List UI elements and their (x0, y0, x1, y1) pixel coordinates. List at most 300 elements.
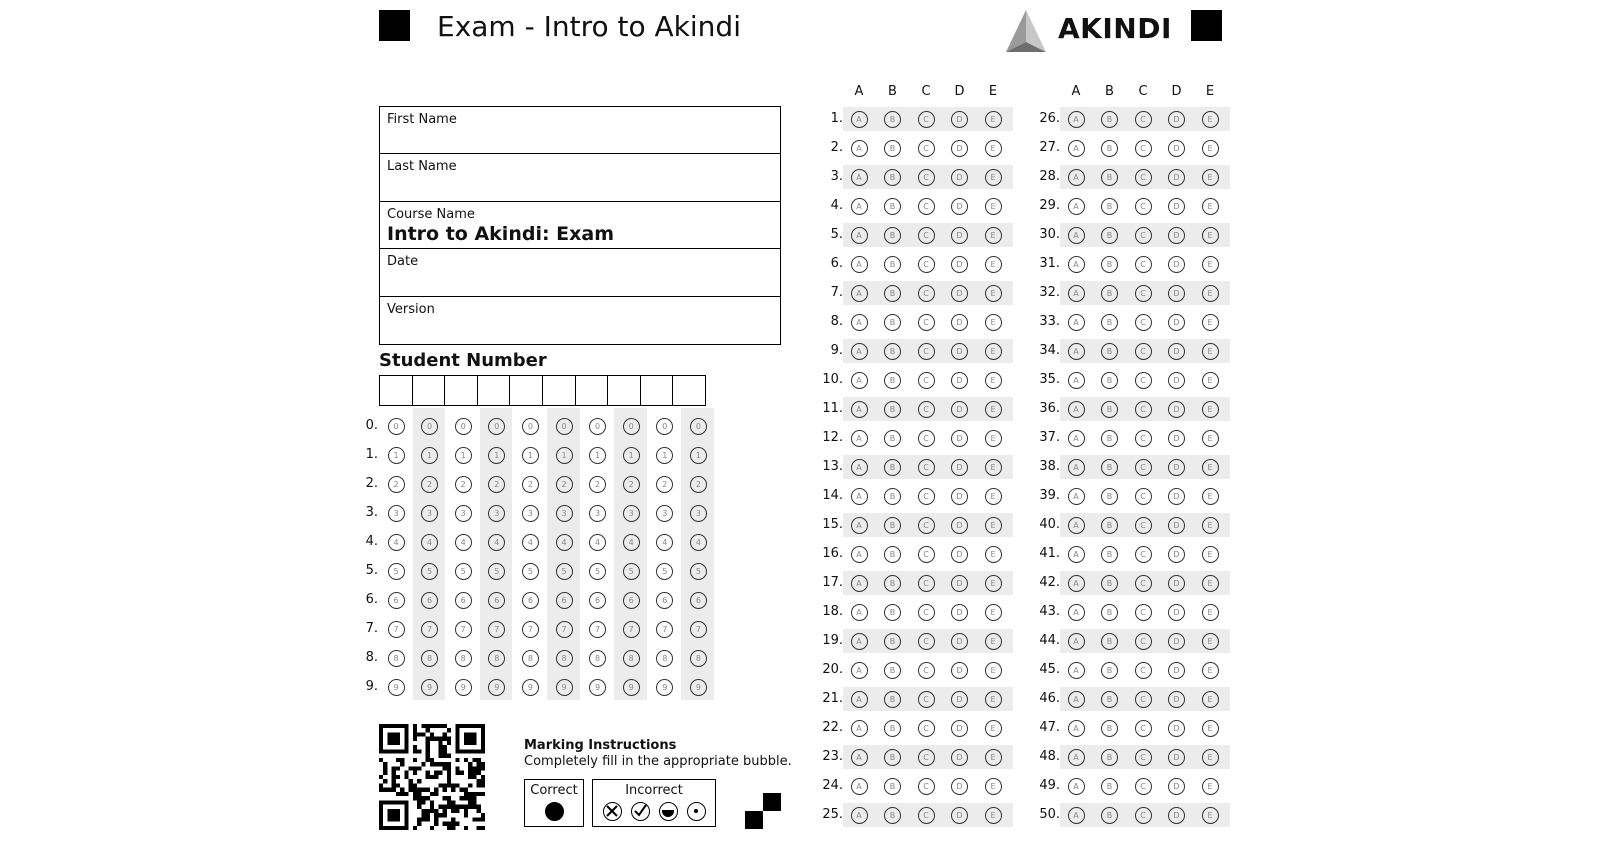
answer-bubble[interactable]: C (918, 720, 935, 737)
answer-bubble[interactable]: C (1135, 314, 1152, 331)
student-number-bubble[interactable]: 3 (488, 505, 505, 522)
student-number-bubble[interactable]: 7 (656, 621, 673, 638)
answer-bubble[interactable]: B (1101, 314, 1118, 331)
answer-bubble[interactable]: E (1202, 256, 1219, 273)
answer-bubble[interactable]: E (1202, 662, 1219, 679)
answer-bubble[interactable]: C (918, 314, 935, 331)
student-number-box[interactable] (379, 375, 413, 406)
answer-bubble[interactable]: E (985, 169, 1002, 186)
answer-bubble[interactable]: C (1135, 604, 1152, 621)
answer-bubble[interactable]: A (851, 633, 868, 650)
student-number-bubble[interactable]: 8 (656, 650, 673, 667)
answer-bubble[interactable]: C (918, 111, 935, 128)
student-number-bubble[interactable]: 5 (388, 563, 405, 580)
answer-bubble[interactable]: C (918, 227, 935, 244)
student-number-bubble[interactable]: 4 (690, 534, 707, 551)
answer-bubble[interactable]: A (1068, 198, 1085, 215)
answer-bubble[interactable]: A (851, 372, 868, 389)
student-number-bubble[interactable]: 1 (388, 447, 405, 464)
answer-bubble[interactable]: B (1101, 285, 1118, 302)
answer-bubble[interactable]: C (918, 256, 935, 273)
answer-bubble[interactable]: D (951, 256, 968, 273)
answer-bubble[interactable]: D (951, 140, 968, 157)
answer-bubble[interactable]: E (985, 575, 1002, 592)
student-number-bubble[interactable]: 4 (421, 534, 438, 551)
student-number-bubble[interactable]: 9 (623, 679, 640, 696)
student-number-bubble[interactable]: 3 (690, 505, 707, 522)
student-number-box[interactable] (575, 375, 609, 406)
answer-bubble[interactable]: D (1168, 662, 1185, 679)
answer-bubble[interactable]: C (918, 140, 935, 157)
student-number-bubble[interactable]: 5 (623, 563, 640, 580)
student-number-bubble[interactable]: 8 (589, 650, 606, 667)
student-number-bubble[interactable]: 9 (388, 679, 405, 696)
answer-bubble[interactable]: A (851, 227, 868, 244)
student-number-bubble[interactable]: 9 (488, 679, 505, 696)
answer-bubble[interactable]: A (1068, 517, 1085, 534)
answer-bubble[interactable]: C (918, 488, 935, 505)
answer-bubble[interactable]: A (851, 459, 868, 476)
answer-bubble[interactable]: D (1168, 169, 1185, 186)
student-number-bubble[interactable]: 9 (556, 679, 573, 696)
answer-bubble[interactable]: E (985, 459, 1002, 476)
version-field[interactable] (380, 297, 780, 344)
answer-bubble[interactable]: D (951, 430, 968, 447)
answer-bubble[interactable]: C (918, 459, 935, 476)
answer-bubble[interactable]: A (851, 662, 868, 679)
answer-bubble[interactable]: D (1168, 778, 1185, 795)
answer-bubble[interactable]: D (1168, 488, 1185, 505)
student-number-box[interactable] (640, 375, 674, 406)
answer-bubble[interactable]: E (1202, 546, 1219, 563)
answer-bubble[interactable]: C (1135, 691, 1152, 708)
student-number-bubble[interactable]: 2 (623, 476, 640, 493)
answer-bubble[interactable]: C (1135, 517, 1152, 534)
answer-bubble[interactable]: A (1068, 807, 1085, 824)
answer-bubble[interactable]: E (1202, 285, 1219, 302)
student-number-bubble[interactable]: 0 (589, 418, 606, 435)
student-number-bubble[interactable]: 6 (488, 592, 505, 609)
answer-bubble[interactable]: E (985, 285, 1002, 302)
answer-bubble[interactable]: E (985, 807, 1002, 824)
student-number-bubble[interactable]: 6 (556, 592, 573, 609)
student-number-bubble[interactable]: 6 (522, 592, 539, 609)
answer-bubble[interactable]: C (918, 401, 935, 418)
answer-bubble[interactable]: E (1202, 691, 1219, 708)
student-number-bubble[interactable]: 1 (589, 447, 606, 464)
answer-bubble[interactable]: B (884, 517, 901, 534)
answer-bubble[interactable]: D (951, 633, 968, 650)
student-number-bubble[interactable]: 5 (690, 563, 707, 580)
answer-bubble[interactable]: A (1068, 778, 1085, 795)
answer-bubble[interactable]: E (1202, 430, 1219, 447)
answer-bubble[interactable]: B (1101, 227, 1118, 244)
student-number-bubble[interactable]: 2 (388, 476, 405, 493)
answer-bubble[interactable]: D (1168, 575, 1185, 592)
student-number-bubble[interactable]: 3 (388, 505, 405, 522)
student-number-bubble[interactable]: 6 (589, 592, 606, 609)
answer-bubble[interactable]: A (1068, 691, 1085, 708)
answer-bubble[interactable]: B (884, 198, 901, 215)
student-number-bubble[interactable]: 4 (522, 534, 539, 551)
answer-bubble[interactable]: C (1135, 633, 1152, 650)
student-number-bubble[interactable]: 2 (522, 476, 539, 493)
answer-bubble[interactable]: A (1068, 459, 1085, 476)
answer-bubble[interactable]: D (951, 372, 968, 389)
answer-bubble[interactable]: C (1135, 285, 1152, 302)
answer-bubble[interactable]: B (1101, 807, 1118, 824)
student-number-bubble[interactable]: 5 (656, 563, 673, 580)
answer-bubble[interactable]: E (985, 720, 1002, 737)
answer-bubble[interactable]: C (918, 604, 935, 621)
answer-bubble[interactable]: D (951, 662, 968, 679)
student-number-bubble[interactable]: 3 (455, 505, 472, 522)
student-number-bubble[interactable]: 1 (488, 447, 505, 464)
answer-bubble[interactable]: E (1202, 604, 1219, 621)
answer-bubble[interactable]: A (851, 546, 868, 563)
answer-bubble[interactable]: A (851, 517, 868, 534)
student-number-bubble[interactable]: 5 (589, 563, 606, 580)
student-number-bubble[interactable]: 8 (455, 650, 472, 667)
answer-bubble[interactable]: E (985, 372, 1002, 389)
student-number-bubble[interactable]: 8 (556, 650, 573, 667)
answer-bubble[interactable]: E (1202, 517, 1219, 534)
student-number-bubble[interactable]: 4 (488, 534, 505, 551)
answer-bubble[interactable]: D (951, 459, 968, 476)
answer-bubble[interactable]: D (951, 401, 968, 418)
student-number-bubble[interactable]: 9 (589, 679, 606, 696)
student-number-bubble[interactable]: 5 (455, 563, 472, 580)
answer-bubble[interactable]: C (918, 430, 935, 447)
answer-bubble[interactable]: B (884, 575, 901, 592)
answer-bubble[interactable]: C (1135, 198, 1152, 215)
answer-bubble[interactable]: B (1101, 111, 1118, 128)
answer-bubble[interactable]: D (1168, 227, 1185, 244)
student-number-bubble[interactable]: 1 (455, 447, 472, 464)
student-number-bubble[interactable]: 2 (589, 476, 606, 493)
student-number-bubble[interactable]: 0 (488, 418, 505, 435)
answer-bubble[interactable]: B (1101, 720, 1118, 737)
student-number-bubble[interactable]: 7 (488, 621, 505, 638)
student-number-box[interactable] (412, 375, 446, 406)
student-number-bubble[interactable]: 9 (690, 679, 707, 696)
student-number-bubble[interactable]: 0 (421, 418, 438, 435)
answer-bubble[interactable]: A (851, 401, 868, 418)
student-number-bubble[interactable]: 9 (522, 679, 539, 696)
student-number-box[interactable] (607, 375, 641, 406)
answer-bubble[interactable]: D (1168, 401, 1185, 418)
answer-bubble[interactable]: A (1068, 111, 1085, 128)
student-number-bubble[interactable]: 3 (589, 505, 606, 522)
answer-bubble[interactable]: E (1202, 749, 1219, 766)
answer-bubble[interactable]: E (985, 111, 1002, 128)
answer-bubble[interactable]: E (1202, 488, 1219, 505)
answer-bubble[interactable]: D (951, 111, 968, 128)
student-number-bubble[interactable]: 7 (388, 621, 405, 638)
answer-bubble[interactable]: B (1101, 691, 1118, 708)
answer-bubble[interactable]: B (884, 227, 901, 244)
student-number-bubble[interactable]: 5 (488, 563, 505, 580)
course-name-field[interactable] (380, 202, 780, 249)
answer-bubble[interactable]: E (1202, 575, 1219, 592)
answer-bubble[interactable]: D (1168, 517, 1185, 534)
student-number-bubble[interactable]: 1 (656, 447, 673, 464)
answer-bubble[interactable]: E (985, 604, 1002, 621)
answer-bubble[interactable]: D (1168, 546, 1185, 563)
answer-bubble[interactable]: B (884, 807, 901, 824)
answer-bubble[interactable]: D (1168, 749, 1185, 766)
answer-bubble[interactable]: B (1101, 430, 1118, 447)
answer-bubble[interactable]: D (951, 314, 968, 331)
answer-bubble[interactable]: A (1068, 227, 1085, 244)
student-number-bubble[interactable]: 9 (455, 679, 472, 696)
answer-bubble[interactable]: A (851, 314, 868, 331)
answer-bubble[interactable]: B (884, 459, 901, 476)
answer-bubble[interactable]: A (1068, 575, 1085, 592)
answer-bubble[interactable]: D (1168, 372, 1185, 389)
answer-bubble[interactable]: E (985, 227, 1002, 244)
answer-bubble[interactable]: E (985, 314, 1002, 331)
answer-bubble[interactable]: B (1101, 778, 1118, 795)
student-number-bubble[interactable]: 8 (623, 650, 640, 667)
answer-bubble[interactable]: A (851, 198, 868, 215)
answer-bubble[interactable]: E (1202, 807, 1219, 824)
answer-bubble[interactable]: E (985, 488, 1002, 505)
answer-bubble[interactable]: B (884, 633, 901, 650)
answer-bubble[interactable]: D (951, 778, 968, 795)
answer-bubble[interactable]: C (918, 343, 935, 360)
answer-bubble[interactable]: D (951, 604, 968, 621)
answer-bubble[interactable]: B (1101, 662, 1118, 679)
answer-bubble[interactable]: C (1135, 372, 1152, 389)
answer-bubble[interactable]: C (918, 691, 935, 708)
answer-bubble[interactable]: E (985, 633, 1002, 650)
answer-bubble[interactable]: A (851, 604, 868, 621)
answer-bubble[interactable]: B (1101, 256, 1118, 273)
answer-bubble[interactable]: C (1135, 807, 1152, 824)
answer-bubble[interactable]: E (1202, 343, 1219, 360)
student-number-box[interactable] (477, 375, 511, 406)
answer-bubble[interactable]: B (884, 778, 901, 795)
student-number-box[interactable] (509, 375, 543, 406)
student-number-bubble[interactable]: 8 (388, 650, 405, 667)
student-number-bubble[interactable]: 2 (556, 476, 573, 493)
answer-bubble[interactable]: C (1135, 401, 1152, 418)
student-number-bubble[interactable]: 2 (690, 476, 707, 493)
answer-bubble[interactable]: A (1068, 169, 1085, 186)
answer-bubble[interactable]: A (851, 807, 868, 824)
answer-bubble[interactable]: A (851, 256, 868, 273)
answer-bubble[interactable]: C (918, 285, 935, 302)
answer-bubble[interactable]: B (884, 256, 901, 273)
answer-bubble[interactable]: D (951, 749, 968, 766)
answer-bubble[interactable]: C (918, 517, 935, 534)
student-number-bubble[interactable]: 3 (656, 505, 673, 522)
answer-bubble[interactable]: B (884, 662, 901, 679)
date-field[interactable] (380, 249, 780, 296)
answer-bubble[interactable]: B (1101, 488, 1118, 505)
answer-bubble[interactable]: C (1135, 140, 1152, 157)
answer-bubble[interactable]: E (1202, 111, 1219, 128)
answer-bubble[interactable]: E (1202, 227, 1219, 244)
student-number-bubble[interactable]: 0 (690, 418, 707, 435)
answer-bubble[interactable]: D (951, 343, 968, 360)
answer-bubble[interactable]: C (1135, 169, 1152, 186)
answer-bubble[interactable]: E (1202, 401, 1219, 418)
student-number-box[interactable] (444, 375, 478, 406)
answer-bubble[interactable]: A (851, 430, 868, 447)
answer-bubble[interactable]: B (1101, 604, 1118, 621)
student-number-bubble[interactable]: 0 (623, 418, 640, 435)
student-number-bubble[interactable]: 0 (556, 418, 573, 435)
student-number-bubble[interactable]: 7 (455, 621, 472, 638)
answer-bubble[interactable]: A (851, 691, 868, 708)
answer-bubble[interactable]: C (918, 662, 935, 679)
student-number-bubble[interactable]: 5 (522, 563, 539, 580)
answer-bubble[interactable]: B (1101, 343, 1118, 360)
answer-bubble[interactable]: C (918, 807, 935, 824)
student-number-bubble[interactable]: 1 (623, 447, 640, 464)
answer-bubble[interactable]: D (1168, 314, 1185, 331)
answer-bubble[interactable]: D (1168, 256, 1185, 273)
answer-bubble[interactable]: E (985, 140, 1002, 157)
student-number-bubble[interactable]: 9 (656, 679, 673, 696)
answer-bubble[interactable]: E (1202, 459, 1219, 476)
answer-bubble[interactable]: B (1101, 459, 1118, 476)
answer-bubble[interactable]: D (951, 227, 968, 244)
student-number-bubble[interactable]: 4 (589, 534, 606, 551)
answer-bubble[interactable]: C (918, 198, 935, 215)
answer-bubble[interactable]: C (1135, 488, 1152, 505)
answer-bubble[interactable]: B (1101, 401, 1118, 418)
student-number-bubble[interactable]: 6 (455, 592, 472, 609)
answer-bubble[interactable]: D (1168, 285, 1185, 302)
answer-bubble[interactable]: B (1101, 372, 1118, 389)
student-number-bubble[interactable]: 1 (421, 447, 438, 464)
answer-bubble[interactable]: A (1068, 372, 1085, 389)
answer-bubble[interactable]: E (985, 401, 1002, 418)
student-number-bubble[interactable]: 8 (690, 650, 707, 667)
student-number-bubble[interactable]: 8 (421, 650, 438, 667)
answer-bubble[interactable]: B (1101, 633, 1118, 650)
answer-bubble[interactable]: D (1168, 691, 1185, 708)
answer-bubble[interactable]: B (884, 546, 901, 563)
answer-bubble[interactable]: A (1068, 720, 1085, 737)
student-number-bubble[interactable]: 1 (690, 447, 707, 464)
answer-bubble[interactable]: A (851, 343, 868, 360)
answer-bubble[interactable]: D (951, 807, 968, 824)
answer-bubble[interactable]: E (1202, 314, 1219, 331)
answer-bubble[interactable]: B (884, 169, 901, 186)
student-number-bubble[interactable]: 6 (623, 592, 640, 609)
answer-bubble[interactable]: A (851, 575, 868, 592)
answer-bubble[interactable]: C (1135, 546, 1152, 563)
answer-bubble[interactable]: D (1168, 111, 1185, 128)
answer-bubble[interactable]: E (985, 778, 1002, 795)
answer-bubble[interactable]: C (1135, 778, 1152, 795)
answer-bubble[interactable]: C (1135, 343, 1152, 360)
answer-bubble[interactable]: D (951, 691, 968, 708)
answer-bubble[interactable]: D (951, 198, 968, 215)
student-number-bubble[interactable]: 5 (421, 563, 438, 580)
answer-bubble[interactable]: D (1168, 140, 1185, 157)
student-number-bubble[interactable]: 8 (522, 650, 539, 667)
answer-bubble[interactable]: B (1101, 575, 1118, 592)
student-number-bubble[interactable]: 7 (623, 621, 640, 638)
answer-bubble[interactable]: D (951, 720, 968, 737)
answer-bubble[interactable]: B (884, 604, 901, 621)
answer-bubble[interactable]: D (1168, 198, 1185, 215)
answer-bubble[interactable]: B (1101, 169, 1118, 186)
answer-bubble[interactable]: A (1068, 662, 1085, 679)
answer-bubble[interactable]: C (1135, 227, 1152, 244)
answer-bubble[interactable]: C (918, 778, 935, 795)
answer-bubble[interactable]: E (1202, 140, 1219, 157)
student-number-bubble[interactable]: 2 (421, 476, 438, 493)
answer-bubble[interactable]: A (851, 488, 868, 505)
answer-bubble[interactable]: C (1135, 720, 1152, 737)
answer-bubble[interactable]: D (951, 575, 968, 592)
answer-bubble[interactable]: B (1101, 198, 1118, 215)
student-number-bubble[interactable]: 3 (556, 505, 573, 522)
answer-bubble[interactable]: D (951, 546, 968, 563)
answer-bubble[interactable]: C (918, 749, 935, 766)
answer-bubble[interactable]: A (1068, 749, 1085, 766)
answer-bubble[interactable]: E (985, 198, 1002, 215)
student-number-box[interactable] (672, 375, 706, 406)
answer-bubble[interactable]: E (985, 256, 1002, 273)
answer-bubble[interactable]: A (851, 720, 868, 737)
answer-bubble[interactable]: A (851, 140, 868, 157)
student-number-box[interactable] (542, 375, 576, 406)
student-number-bubble[interactable]: 0 (455, 418, 472, 435)
student-number-bubble[interactable]: 2 (455, 476, 472, 493)
answer-bubble[interactable]: A (851, 285, 868, 302)
answer-bubble[interactable]: B (884, 343, 901, 360)
first-name-field[interactable] (380, 107, 780, 154)
answer-bubble[interactable]: E (1202, 633, 1219, 650)
answer-bubble[interactable]: D (951, 285, 968, 302)
answer-bubble[interactable]: D (951, 488, 968, 505)
answer-bubble[interactable]: C (918, 169, 935, 186)
answer-bubble[interactable]: C (1135, 111, 1152, 128)
student-number-bubble[interactable]: 4 (656, 534, 673, 551)
answer-bubble[interactable]: B (1101, 517, 1118, 534)
student-number-bubble[interactable]: 7 (421, 621, 438, 638)
student-number-bubble[interactable]: 2 (488, 476, 505, 493)
student-number-bubble[interactable]: 7 (556, 621, 573, 638)
answer-bubble[interactable]: E (1202, 372, 1219, 389)
last-name-field[interactable] (380, 154, 780, 201)
answer-bubble[interactable]: C (1135, 430, 1152, 447)
student-number-bubble[interactable]: 3 (421, 505, 438, 522)
answer-bubble[interactable]: A (1068, 633, 1085, 650)
answer-bubble[interactable]: E (985, 430, 1002, 447)
answer-bubble[interactable]: C (918, 575, 935, 592)
student-number-bubble[interactable]: 9 (421, 679, 438, 696)
answer-bubble[interactable]: D (1168, 430, 1185, 447)
answer-bubble[interactable]: C (1135, 575, 1152, 592)
answer-bubble[interactable]: C (1135, 749, 1152, 766)
answer-bubble[interactable]: C (918, 372, 935, 389)
student-number-bubble[interactable]: 0 (656, 418, 673, 435)
answer-bubble[interactable]: B (884, 285, 901, 302)
student-number-bubble[interactable]: 0 (388, 418, 405, 435)
answer-bubble[interactable]: B (884, 430, 901, 447)
student-number-bubble[interactable]: 6 (690, 592, 707, 609)
student-number-bubble[interactable]: 7 (690, 621, 707, 638)
student-number-bubble[interactable]: 6 (656, 592, 673, 609)
